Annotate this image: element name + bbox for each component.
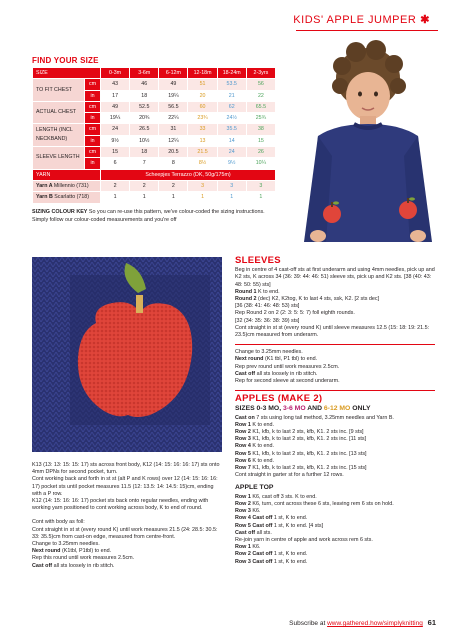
size-col: 2-3yrs — [246, 68, 275, 79]
value-cell: 62 — [217, 101, 246, 112]
paragraph: Re-join yarn in centre of apple and work across rem 6 sts. — [235, 536, 373, 543]
unit-cell: cm — [85, 101, 101, 112]
value-cell: 1 — [159, 192, 188, 203]
value-cell: 9½ — [101, 135, 130, 146]
paragraph: Next round (K1 tbl, P1 tbl) to end. — [235, 356, 318, 363]
model-photo — [296, 36, 436, 242]
value-cell: 3 — [188, 180, 217, 191]
paragraph: Cast off all sts loosely in rib stitch. — [235, 370, 318, 377]
value-cell: 17 — [101, 90, 130, 101]
size-header-row — [33, 68, 276, 79]
apple-pocket-closeup-photo — [32, 257, 222, 452]
value-cell: 52.5 — [130, 101, 159, 112]
value-cell: 15 — [101, 147, 130, 158]
measure-label: TO FIT CHEST — [33, 79, 85, 102]
value-cell: 43 — [101, 79, 130, 90]
paragraph: Rep this round until work measures 2.5cm. — [32, 555, 135, 562]
table-row — [33, 79, 276, 90]
value-cell: 56 — [246, 79, 275, 90]
yarn-label: YARN — [33, 169, 101, 180]
colour-key — [32, 209, 282, 224]
value-cell: 3 — [217, 180, 246, 191]
value-cell: 53.5 — [217, 79, 246, 90]
paragraph: Cont straight in st st (every round K) until sleeve measures 12.5 (15: 18: 19: 21.5: 23.5)cm measured from underarm. — [235, 324, 430, 339]
value-cell: 24½ — [217, 113, 246, 124]
row-instruction: Row 3 Cast off 1 st, K to end. — [235, 558, 308, 565]
yarn-name: Scheepjes Terrazzo (DK, 50g/175m) — [101, 169, 276, 180]
row-instruction: Cast off all sts. — [235, 529, 272, 536]
table-row — [33, 124, 276, 135]
value-cell: 14 — [217, 135, 246, 146]
paragraph: Cont straight in st st (every round K) until work measures 21.5 (24: 28.5: 30.5: 33: 35.5)cm from cast-on edge, measured from centre-front. — [32, 526, 218, 540]
value-cell: 35.5 — [217, 124, 246, 135]
paragraph: [36 (38: 41: 46: 48: 53) sts] — [235, 303, 300, 310]
header-divider — [296, 30, 438, 31]
unit-cell: cm — [85, 124, 101, 135]
value-cell: 2 — [130, 180, 159, 191]
row-instruction: Row 3 K6. — [235, 508, 261, 515]
apple-pocket-illustration — [32, 257, 222, 452]
size-col: 6-12m — [159, 68, 188, 79]
size-table — [32, 67, 276, 204]
yarn-a-label: Yarn A Millennio (731) — [33, 180, 101, 191]
size-col: 3-6m — [130, 68, 159, 79]
yarn-row — [33, 192, 276, 203]
colour-key-text: So you can re-use this pattern, we've colour-coded the sizing instructions. Simply follow our colour-coded measurements and you're off — [32, 209, 265, 223]
value-cell: 8½ — [188, 158, 217, 169]
sleeves-heading: SLEEVES — [235, 255, 281, 266]
footer-prefix: Subscribe at — [289, 620, 326, 627]
row-instruction: Row 1 K to end. — [235, 421, 274, 428]
value-cell: 1 — [101, 192, 130, 203]
page-number: 61 — [427, 618, 436, 627]
paragraph: Rep for second sleeve at second underarm. — [235, 378, 340, 385]
apples-heading: APPLES (MAKE 2) — [235, 393, 323, 405]
value-cell: 26 — [246, 147, 275, 158]
value-cell: 18 — [130, 90, 159, 101]
row-instruction: Row 1 K6. — [235, 544, 261, 551]
value-cell: 24 — [101, 124, 130, 135]
apples-size-note: SIZES 0-3 MO, 3-6 MO AND 6-12 MO ONLY — [235, 405, 371, 413]
value-cell: 31 — [159, 124, 188, 135]
value-cell: 49 — [101, 101, 130, 112]
yarn-row — [33, 180, 276, 191]
value-cell: 51 — [188, 79, 217, 90]
section-divider — [235, 344, 435, 345]
value-cell: 49 — [159, 79, 188, 90]
measure-label: SLEEVE LENGTH — [33, 147, 85, 170]
value-cell: 18 — [130, 147, 159, 158]
row-instruction: Row 4 Cast off 1 st, K to end. — [235, 515, 308, 522]
value-cell: 33 — [188, 124, 217, 135]
size-table-heading: FIND YOUR SIZE — [32, 56, 99, 65]
size-label: SIZE — [33, 68, 101, 79]
value-cell: 19¼ — [159, 90, 188, 101]
child-in-jumper-illustration — [296, 36, 436, 242]
section-divider — [235, 390, 435, 391]
unit-cell: in — [85, 135, 101, 146]
value-cell: 56.5 — [159, 101, 188, 112]
value-cell: 12¼ — [159, 135, 188, 146]
value-cell: 38 — [246, 124, 275, 135]
paragraph: Beg in centre of 4 cast-off sts at first underarm and using 4mm needles, pick up and K2 sts, K across 34 (36: 39: 44: 46: 51) sleeve sts, pick up and K2 sts. [38 (40: 43: 48: 50: 55) sts] — [235, 267, 435, 288]
value-cell: 23¾ — [188, 113, 217, 124]
paragraph: Cont straight in garter st for a further 12 rows. — [235, 472, 344, 479]
page-header-title: KIDS' APPLE JUMPER ✱ — [293, 14, 430, 26]
value-cell: 20.5 — [159, 147, 188, 158]
subscribe-link[interactable]: www.gathered.how/simplyknitting — [327, 620, 423, 627]
paragraph: Round 2 (dec) K2, K2tog, K to last 4 sts, ssk, K2. [2 sts dec] — [235, 296, 380, 303]
paragraph: Rep prev round until work measures 2.5cm. — [235, 363, 340, 370]
value-cell: 60 — [188, 101, 217, 112]
row-instruction: Row 4 K to end. — [235, 443, 274, 450]
value-cell: 21 — [217, 90, 246, 101]
value-cell: 13 — [188, 135, 217, 146]
row-instruction: Row 5 Cast off 1 st, K to end. [4 sts] — [235, 522, 324, 529]
paragraph: K12 (14: 15: 16: 16: 17) pocket sts back onto regular needles, ending with working yarn positioned to cont working across body, K to end of round. — [32, 498, 209, 512]
value-cell: 6 — [101, 158, 130, 169]
table-row — [33, 101, 276, 112]
value-cell: 20¾ — [130, 113, 159, 124]
value-cell: 22¼ — [159, 113, 188, 124]
paragraph: Change to 3.25mm needles. — [32, 541, 100, 548]
unit-cell: cm — [85, 147, 101, 158]
row-instruction: Row 2 K1, kfb, k to last 2 sts, kfb, K1. 2 sts inc. [9 sts] — [235, 429, 364, 436]
unit-cell: in — [85, 90, 101, 101]
measure-label: LENGTH (INCL NECKBAND) — [33, 124, 85, 147]
paragraph: Cont working back and forth in st st (alt P and K rows) over 12 (14: 15: 16: 16: 17) pocket sts until pocket measures 11.5 (12: 13.5: 14: 14.5: 15)cm, ending with a P row. — [32, 476, 218, 497]
row-instruction: Row 2 Cast off 1 st, K to end. — [235, 551, 308, 558]
size-col: 0-3m — [101, 68, 130, 79]
value-cell: 1 — [217, 192, 246, 203]
unit-cell: cm — [85, 79, 101, 90]
value-cell: 21.5 — [188, 147, 217, 158]
value-cell: 8 — [159, 158, 188, 169]
value-cell: 1 — [246, 192, 275, 203]
row-instruction: Row 5 K1, kfb, k to last 2 sts, kfb, K1. 2 sts inc. [13 sts] — [235, 450, 367, 457]
value-cell: 10½ — [130, 135, 159, 146]
page-footer — [289, 618, 436, 627]
value-cell: 2 — [101, 180, 130, 191]
value-cell: 1 — [188, 192, 217, 203]
value-cell: 65.5 — [246, 101, 275, 112]
yarn-header-row — [33, 169, 276, 180]
table-row — [33, 147, 276, 158]
value-cell: 15 — [246, 135, 275, 146]
size-col: 12-18m — [188, 68, 217, 79]
paragraph: Cast on 7 sts using long tail method, 3.25mm needles and Yarn B. — [235, 414, 394, 421]
value-cell: 19¼ — [101, 113, 130, 124]
row-instruction: Row 3 K1, kfb, k to last 2 sts, kfb, K1. 2 sts inc. [11 sts] — [235, 436, 367, 443]
value-cell: 3 — [246, 180, 275, 191]
row-instruction: Row 6 K to end. — [235, 457, 274, 464]
value-cell: 9½ — [217, 158, 246, 169]
value-cell: 20 — [188, 90, 217, 101]
measure-label: ACTUAL CHEST — [33, 101, 85, 124]
paragraph: Cast off all sts loosely in rib stitch. — [32, 562, 115, 569]
colour-key-title: SIZING COLOUR KEY — [32, 209, 88, 215]
yarn-b-label: Yarn B Scarlatto (718) — [33, 192, 101, 203]
value-cell: 24 — [217, 147, 246, 158]
value-cell: 25¾ — [246, 113, 275, 124]
value-cell: 2 — [159, 180, 188, 191]
row-instruction: Row 2 K6, turn, cont across these 6 sts, leaving rem 6 sts on hold. — [235, 500, 394, 507]
paragraph: Rep Round 2 on 2 (2: 3: 5: 5: 7) foll eighth rounds. — [235, 310, 355, 317]
paragraph: [32 (34: 35: 36: 38: 39) sts] — [235, 317, 300, 324]
right-column-instructions — [235, 257, 435, 566]
value-cell: 10¼ — [246, 158, 275, 169]
size-col: 18-24m — [217, 68, 246, 79]
row-instruction: Row 7 K1, kfb, k to last 2 sts, kfb, K1. 2 sts inc. [15 sts] — [235, 465, 367, 472]
paragraph: Cont with body as foll: — [32, 519, 85, 526]
unit-cell: in — [85, 158, 101, 169]
paragraph: Round 1 K to end. — [235, 288, 280, 295]
row-instruction: Row 1 K6, cast off 3 sts. K to end. — [235, 493, 317, 500]
paragraph: K13 (13: 13: 15: 15: 17) sts across front body, K12 (14: 15: 16: 16: 17) sts onto 4mm DPNs for second pocket, turn. — [32, 462, 220, 476]
value-cell: 26.5 — [130, 124, 159, 135]
value-cell: 46 — [130, 79, 159, 90]
value-cell: 7 — [130, 158, 159, 169]
value-cell: 22 — [246, 90, 275, 101]
paragraph: Next round (K1tbl, P1tbl) to end. — [32, 548, 112, 555]
paragraph: Change to 3.25mm needles. — [235, 349, 303, 356]
apple-top-heading: APPLE TOP — [235, 484, 274, 492]
unit-cell: in — [85, 113, 101, 124]
star-icon: ✱ — [420, 14, 430, 26]
front-body-instructions — [32, 462, 222, 570]
value-cell: 1 — [130, 192, 159, 203]
